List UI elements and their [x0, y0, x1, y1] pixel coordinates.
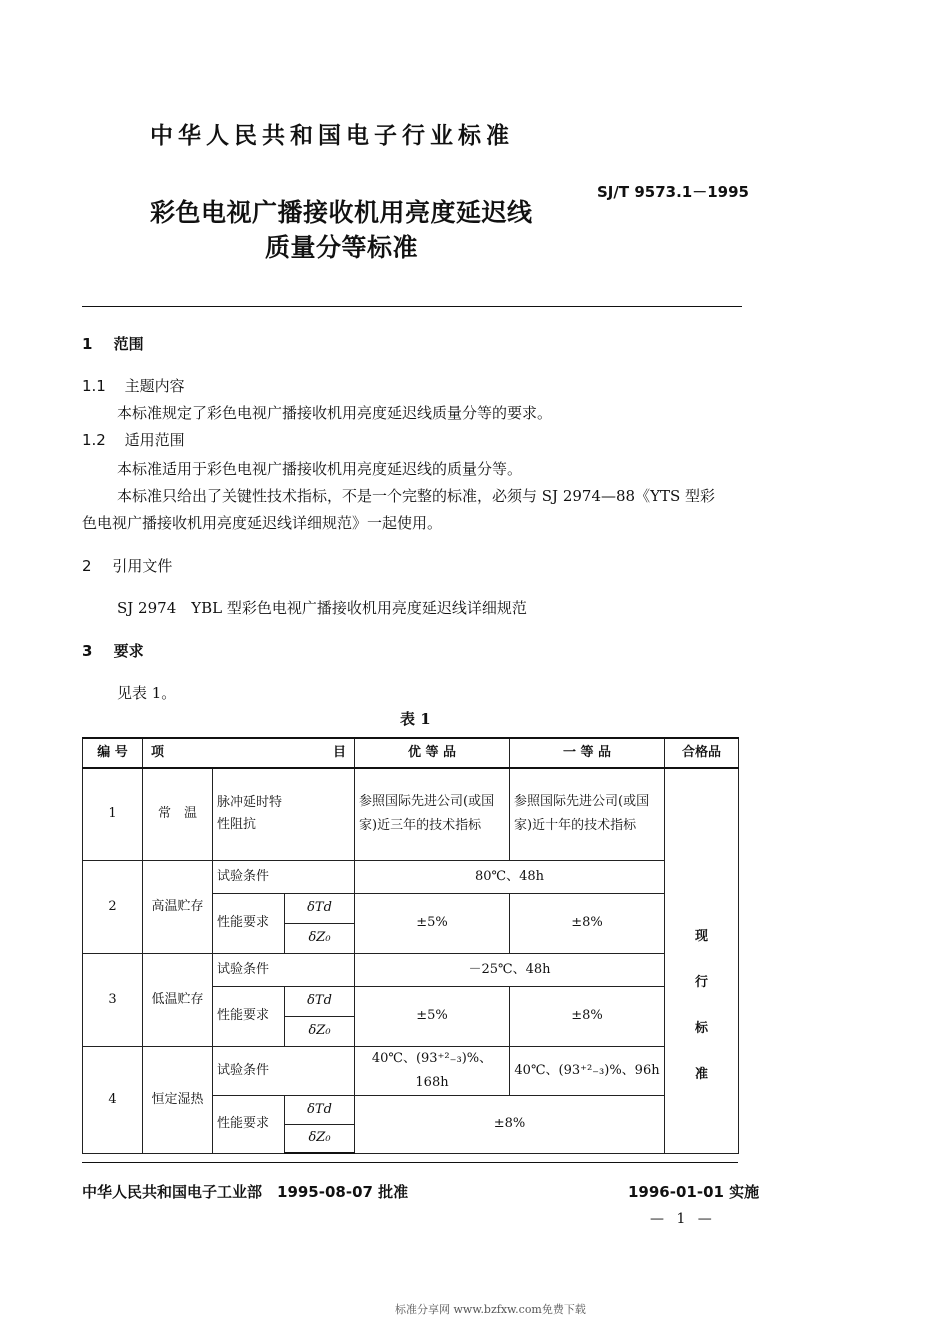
- section-number: 1.2: [82, 431, 106, 449]
- test-condition-value: 80℃、48h: [355, 860, 665, 893]
- org-title: 中华人民共和国电子行业标准: [150, 123, 514, 149]
- effective-date: 1996-01-01 实施: [628, 1183, 760, 1201]
- test-condition-value: －25℃、48h: [355, 953, 665, 986]
- value-excellent: ±5%: [355, 986, 510, 1046]
- param-td: δTd: [285, 893, 355, 923]
- section-1-2-body1: 本标准适用于彩色电视广播接收机用亮度延迟线的质量分等。: [117, 460, 523, 478]
- param-z0: δZ₀: [285, 1124, 355, 1153]
- section-number: 3: [82, 642, 93, 660]
- table-row: [83, 768, 739, 860]
- param-td: δTd: [285, 986, 355, 1016]
- value-excellent: ±5%: [355, 893, 510, 953]
- header-qualified: 合格品: [665, 738, 739, 768]
- header-item-left: 项: [150, 745, 164, 760]
- footer-rule: [82, 1162, 738, 1163]
- row-category: 恒定湿热: [143, 1046, 213, 1153]
- row-number: 4: [83, 1046, 143, 1153]
- row-excellent: 参照国际先进公司(或国家)近三年的技术指标: [355, 768, 510, 860]
- reference-document: SJ 2974 YBL 型彩色电视广播接收机用亮度延迟线详细规范: [117, 599, 527, 617]
- section-title: 范围: [113, 335, 144, 353]
- table-header-row: [83, 738, 739, 768]
- section-title: 适用范围: [124, 431, 185, 449]
- section-1-1-body: 本标准规定了彩色电视广播接收机用亮度延迟线质量分等的要求。: [117, 404, 553, 422]
- value-first-class: ±8%: [510, 986, 665, 1046]
- row-number: 1: [83, 768, 143, 860]
- section-3-body: 见表 1。: [117, 684, 177, 702]
- section-number: 1.1: [82, 377, 106, 395]
- section-title: 要求: [113, 642, 144, 660]
- qualified-blank: [665, 768, 739, 860]
- section-title: 主题内容: [124, 377, 185, 395]
- row-category: 常 温: [143, 768, 213, 860]
- qualified-current-standard: [665, 860, 739, 1153]
- test-condition-label: 试验条件: [213, 860, 355, 893]
- section-3-heading: [82, 640, 144, 661]
- document-title-line2: 质量分等标准: [265, 233, 419, 262]
- param-z0: δZ₀: [285, 923, 355, 953]
- row-number: 3: [83, 953, 143, 1046]
- header-rule: [82, 306, 742, 307]
- header-first-class: 一 等 品: [510, 738, 665, 768]
- section-number: 1: [82, 335, 93, 353]
- table-row: [83, 953, 739, 986]
- row-category: 高温贮存: [143, 860, 213, 953]
- test-condition-excellent: 40℃、(93⁺²₋₃)%、168h: [355, 1046, 510, 1095]
- header-item-right: 目: [333, 745, 347, 760]
- row-first-class: 参照国际先进公司(或国家)近十年的技术指标: [510, 768, 665, 860]
- performance-label: 性能要求: [213, 986, 285, 1046]
- table-row: [83, 1046, 739, 1095]
- header-number: 编 号: [83, 738, 143, 768]
- param-td: δTd: [285, 1095, 355, 1124]
- qualified-char: 行: [694, 975, 708, 991]
- section-1-2-body2-line1: 本标准只给出了关键性技术指标，不是一个完整的标准，必须与 SJ 2974—88《YTS 型彩: [117, 487, 716, 505]
- section-1-2-heading: [82, 429, 185, 450]
- value-combined: ±8%: [355, 1095, 665, 1153]
- performance-label: 性能要求: [213, 1095, 285, 1153]
- quality-grade-table: [82, 737, 739, 1154]
- section-1-2-body2-line2: 色电视广播接收机用亮度延迟线详细规范》一起使用。: [82, 514, 443, 532]
- row-category: 低温贮存: [143, 953, 213, 1046]
- document-title-line1: 彩色电视广播接收机用亮度延迟线: [150, 198, 533, 227]
- table-row: [83, 860, 739, 893]
- performance-label: 性能要求: [213, 893, 285, 953]
- value-first-class: ±8%: [510, 893, 665, 953]
- section-2-heading: [82, 555, 172, 576]
- test-condition-label: 试验条件: [213, 1046, 355, 1095]
- test-condition-label: 试验条件: [213, 953, 355, 986]
- test-condition-first-class: 40℃、(93⁺²₋₃)%、96h: [510, 1046, 665, 1095]
- section-number: 2: [82, 557, 92, 575]
- standard-code: SJ/T 9573.1－1995: [597, 183, 749, 201]
- watermark: 标准分享网 www.bzfxw.com免费下载: [395, 1303, 586, 1316]
- section-1-heading: [82, 333, 144, 354]
- issuer-approval: 中华人民共和国电子工业部 1995-08-07 批准: [82, 1183, 409, 1201]
- row-number: 2: [83, 860, 143, 953]
- qualified-char: 标: [694, 1021, 708, 1037]
- page-number: — 1 —: [650, 1211, 716, 1227]
- row-item: 脉冲延时特性阻抗: [213, 768, 355, 860]
- header-item: [143, 738, 355, 768]
- section-title: 引用文件: [112, 557, 173, 575]
- header-excellent: 优 等 品: [355, 738, 510, 768]
- section-1-1-heading: [82, 375, 185, 396]
- table-caption: 表 1: [400, 710, 431, 728]
- qualified-char: 准: [694, 1067, 708, 1083]
- qualified-char: 现: [694, 929, 708, 945]
- param-z0: δZ₀: [285, 1016, 355, 1046]
